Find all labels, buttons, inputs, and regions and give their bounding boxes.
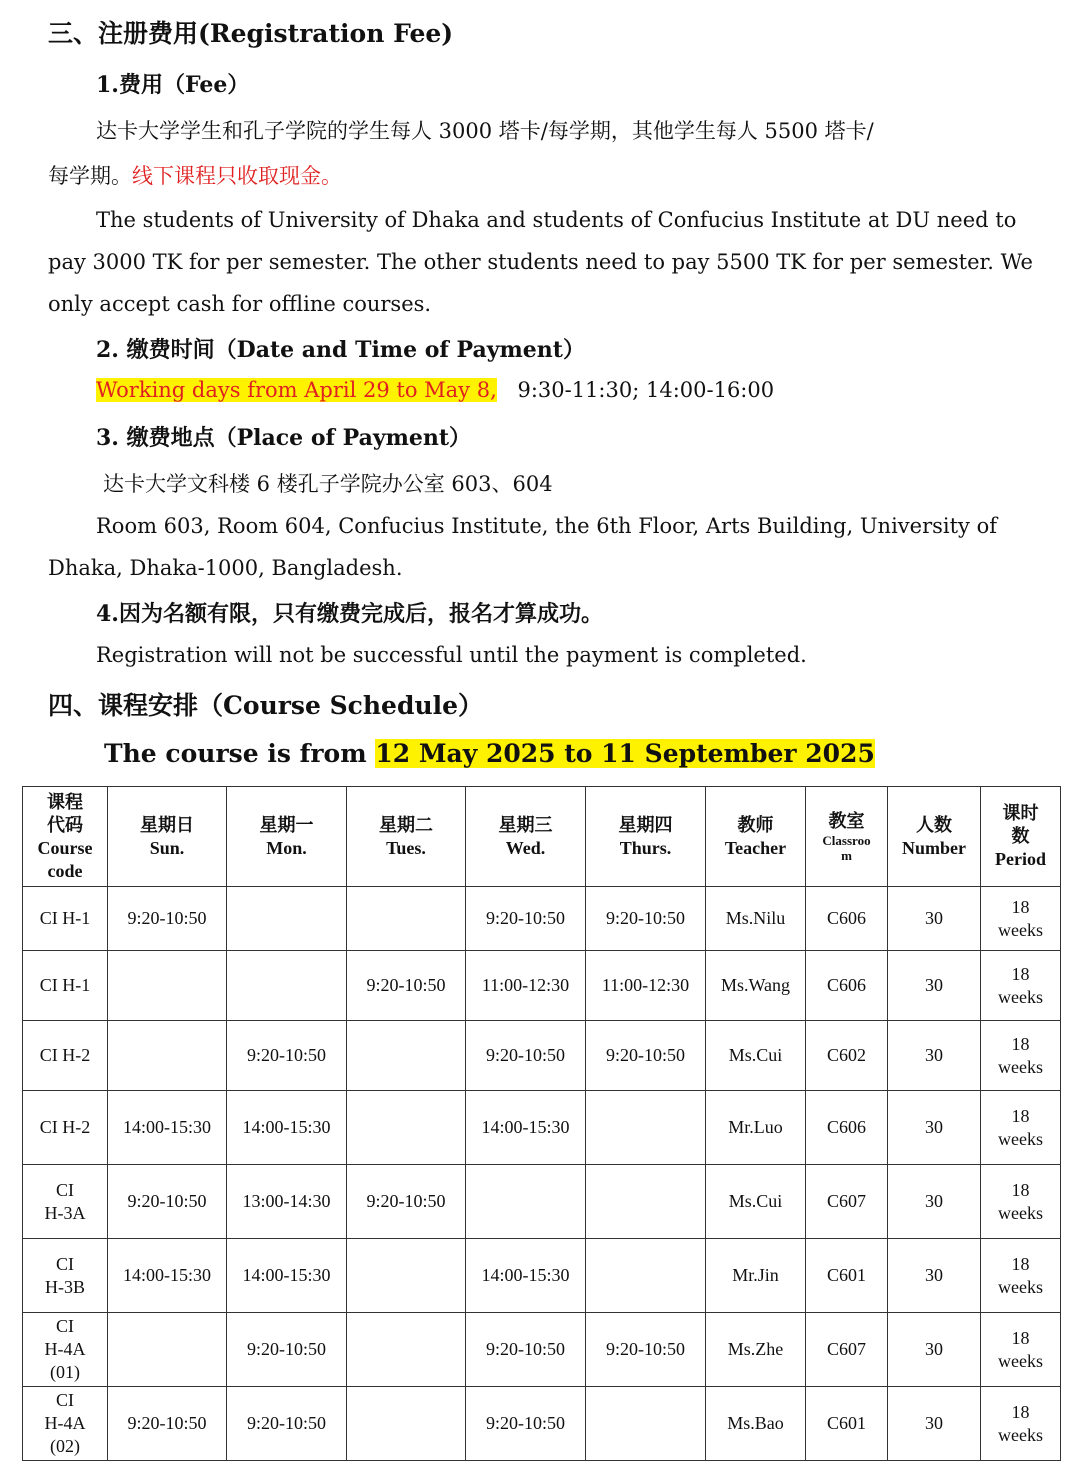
cell-classroom: C607 <box>806 1165 888 1239</box>
cell-classroom: C601 <box>806 1239 888 1313</box>
cell-classroom: C606 <box>806 887 888 951</box>
header-text: 星期二 <box>379 814 433 835</box>
payment-hours: 9:30-11:30; 14:00-16:00 <box>517 378 775 402</box>
header-text: 星期四 <box>618 814 673 835</box>
fee-cn-line2-text: 每学期。 <box>48 164 132 188</box>
cell-classroom: C601 <box>806 1387 888 1461</box>
cell-sun <box>108 951 227 1021</box>
cell-teacher: Ms.Wang <box>706 951 806 1021</box>
course-code-text: H-4A <box>44 1413 86 1433</box>
cell-course-code <box>23 1091 108 1165</box>
cell-tue <box>347 1239 466 1313</box>
header-text: Classroo <box>822 833 871 848</box>
cell-wed: 14:00-15:30 <box>466 1091 586 1165</box>
cell-mon: 9:20-10:50 <box>227 1021 347 1091</box>
course-code-text: H-4A <box>44 1339 86 1359</box>
header-text: 星期日 <box>140 814 194 835</box>
cell-teacher: Mr.Luo <box>706 1091 806 1165</box>
cell-wed: 14:00-15:30 <box>466 1239 586 1313</box>
header-text: Number <box>902 837 966 858</box>
fee-en-line1: The students of University of Dhaka and students of Confucius Institute at DU need to <box>96 208 1017 232</box>
course-code-text: CI H-1 <box>39 975 91 995</box>
course-period <box>104 739 875 768</box>
cell-period <box>981 1387 1061 1461</box>
notice-en: Registration will not be successful until the payment is completed. <box>96 643 807 667</box>
cell-teacher: Ms.Zhe <box>706 1313 806 1387</box>
cell-teacher: Ms.Cui <box>706 1165 806 1239</box>
period-text: weeks <box>998 919 1043 940</box>
table-header-row <box>23 787 1061 887</box>
header-mon <box>227 787 347 887</box>
table-row <box>23 1021 1061 1091</box>
cell-course-code <box>23 951 108 1021</box>
period-text: 18 <box>1011 896 1030 917</box>
course-code-text: H-3B <box>45 1276 85 1297</box>
cell-tue <box>347 1313 466 1387</box>
cell-sun: 14:00-15:30 <box>108 1091 227 1165</box>
cell-number: 30 <box>888 1021 981 1091</box>
cell-course-code <box>23 1239 108 1313</box>
header-text: 星期三 <box>498 814 553 835</box>
cell-thu: 9:20-10:50 <box>586 1021 706 1091</box>
cell-mon <box>227 951 347 1021</box>
cell-sun: 14:00-15:30 <box>108 1239 227 1313</box>
course-schedule-table <box>22 786 1061 1461</box>
section4-title: 四、课程安排（Course Schedule） <box>48 691 484 720</box>
header-text: Period <box>995 849 1046 869</box>
period-text: 18 <box>1011 1105 1030 1126</box>
cell-number: 30 <box>888 1313 981 1387</box>
header-text: Wed. <box>505 837 546 858</box>
cell-teacher: Ms.Bao <box>706 1387 806 1461</box>
payment-place-en-line2: Dhaka, Dhaka-1000, Bangladesh. <box>48 556 403 580</box>
cell-tue: 9:20-10:50 <box>347 1165 466 1239</box>
period-text: weeks <box>998 1350 1043 1371</box>
table-row <box>23 1165 1061 1239</box>
header-text: Mon. <box>266 837 307 858</box>
cell-number: 30 <box>888 1165 981 1239</box>
cell-period <box>981 1165 1061 1239</box>
cell-classroom: C606 <box>806 951 888 1021</box>
header-text: Sun. <box>149 837 185 858</box>
cell-number: 30 <box>888 1239 981 1313</box>
cell-mon: 9:20-10:50 <box>227 1313 347 1387</box>
header-text: Tues. <box>386 837 426 858</box>
header-teacher <box>706 787 806 887</box>
payment-time-heading: 2. 缴费时间（Date and Time of Payment） <box>96 337 585 363</box>
cell-thu: 11:00-12:30 <box>586 951 706 1021</box>
header-text: 数 <box>1011 826 1030 846</box>
header-classroom <box>806 787 888 887</box>
notice-heading: 4.因为名额有限，只有缴费完成后，报名才算成功。 <box>96 601 603 627</box>
header-sun <box>108 787 227 887</box>
payment-place-cn: 达卡大学文科楼 6 楼孔子学院办公室 603、604 <box>103 472 553 496</box>
cell-teacher: Ms.Cui <box>706 1021 806 1091</box>
header-text: 教师 <box>737 814 774 835</box>
payment-place-heading: 3. 缴费地点（Place of Payment） <box>96 425 472 451</box>
cell-teacher: Ms.Nilu <box>706 887 806 951</box>
header-text: 星期一 <box>259 814 314 835</box>
cell-tue <box>347 1387 466 1461</box>
cell-tue <box>347 1021 466 1091</box>
cell-mon: 14:00-15:30 <box>227 1091 347 1165</box>
course-range-highlight: 12 May 2025 to 11 September 2025 <box>375 739 875 768</box>
fee-en-line3: only accept cash for offline courses. <box>48 292 432 316</box>
header-text: Course <box>37 837 93 858</box>
course-code-text: CI H-1 <box>39 908 91 928</box>
header-course-code <box>23 787 108 887</box>
cell-number: 30 <box>888 1387 981 1461</box>
cell-thu <box>586 1387 706 1461</box>
cell-period <box>981 951 1061 1021</box>
section3-title: 三、注册费用(Registration Fee) <box>48 19 454 48</box>
header-text: Teacher <box>724 837 787 858</box>
payment-dates-highlight: Working days from April 29 to May 8, <box>96 378 497 402</box>
course-code-text: (02) <box>50 1436 80 1456</box>
fee-heading: 1.费用（Fee） <box>96 72 250 98</box>
cell-period <box>981 1021 1061 1091</box>
period-text: weeks <box>998 1424 1043 1445</box>
cell-thu <box>586 1091 706 1165</box>
cell-classroom: C606 <box>806 1091 888 1165</box>
header-text: m <box>841 848 852 863</box>
cell-thu: 9:20-10:50 <box>586 887 706 951</box>
cell-period <box>981 1313 1061 1387</box>
period-text: 18 <box>1011 1179 1030 1200</box>
header-text: 课时 <box>1002 803 1039 823</box>
header-wed <box>466 787 586 887</box>
period-text: weeks <box>998 1056 1043 1077</box>
course-code-text: (01) <box>50 1362 80 1382</box>
period-text: 18 <box>1011 1253 1030 1274</box>
cell-classroom: C602 <box>806 1021 888 1091</box>
header-text: code <box>47 860 83 881</box>
cell-wed: 11:00-12:30 <box>466 951 586 1021</box>
period-text: weeks <box>998 1128 1043 1149</box>
cell-course-code <box>23 1313 108 1387</box>
header-text: 代码 <box>47 814 83 835</box>
period-text: weeks <box>998 986 1043 1007</box>
header-tue <box>347 787 466 887</box>
cell-wed: 9:20-10:50 <box>466 1313 586 1387</box>
cell-tue <box>347 1091 466 1165</box>
cell-number: 30 <box>888 887 981 951</box>
course-code-text: CI <box>56 1179 74 1200</box>
cell-mon: 13:00-14:30 <box>227 1165 347 1239</box>
period-text: 18 <box>1011 1033 1030 1054</box>
course-code-text: CI H-2 <box>39 1117 91 1137</box>
course-code-text: CI <box>56 1253 74 1274</box>
period-text: 18 <box>1011 1327 1030 1348</box>
cell-thu <box>586 1239 706 1313</box>
course-code-text: H-3A <box>44 1202 86 1223</box>
header-period <box>981 787 1061 887</box>
cell-wed: 9:20-10:50 <box>466 1387 586 1461</box>
header-text: 人数 <box>916 814 952 835</box>
cell-tue: 9:20-10:50 <box>347 951 466 1021</box>
fee-cn-line2 <box>48 160 342 190</box>
cell-teacher: Mr.Jin <box>706 1239 806 1313</box>
table-row <box>23 1091 1061 1165</box>
period-text: 18 <box>1011 1401 1030 1422</box>
payment-place-en-line1: Room 603, Room 604, Confucius Institute, the 6th Floor, Arts Building, University of <box>96 514 998 538</box>
header-text: 课程 <box>47 791 83 812</box>
period-text: weeks <box>998 1276 1043 1297</box>
fee-en-line2: pay 3000 TK for per semester. The other students need to pay 5500 TK for per semester. We <box>48 250 1033 274</box>
cell-sun <box>108 1313 227 1387</box>
header-text: 教室 <box>828 811 865 831</box>
fee-cn-line1: 达卡大学学生和孔子学院的学生每人 3000 塔卡/每学期，其他学生每人 5500 塔卡/ <box>96 119 874 143</box>
course-code-text: CI H-2 <box>39 1045 91 1065</box>
cell-course-code <box>23 1021 108 1091</box>
table-row <box>23 1239 1061 1313</box>
cell-period <box>981 1091 1061 1165</box>
cell-sun: 9:20-10:50 <box>108 1165 227 1239</box>
cell-wed: 9:20-10:50 <box>466 887 586 951</box>
cell-sun: 9:20-10:50 <box>108 887 227 951</box>
cell-mon: 9:20-10:50 <box>227 1387 347 1461</box>
header-text: Thurs. <box>619 837 672 858</box>
cell-number: 30 <box>888 951 981 1021</box>
cell-wed <box>466 1165 586 1239</box>
period-text: 18 <box>1011 963 1030 984</box>
cell-wed: 9:20-10:50 <box>466 1021 586 1091</box>
cell-number: 30 <box>888 1091 981 1165</box>
cell-sun <box>108 1021 227 1091</box>
cell-sun: 9:20-10:50 <box>108 1387 227 1461</box>
header-number <box>888 787 981 887</box>
table-row <box>23 1387 1061 1461</box>
table-row <box>23 887 1061 951</box>
cash-only-notice: 线下课程只收取现金。 <box>132 164 342 188</box>
cell-thu: 9:20-10:50 <box>586 1313 706 1387</box>
cell-course-code <box>23 887 108 951</box>
table-row <box>23 1313 1061 1387</box>
course-from-label: The course is from <box>104 739 376 768</box>
period-text: weeks <box>998 1202 1043 1223</box>
cell-course-code <box>23 1387 108 1461</box>
cell-classroom: C607 <box>806 1313 888 1387</box>
cell-period <box>981 887 1061 951</box>
cell-mon <box>227 887 347 951</box>
cell-thu <box>586 1165 706 1239</box>
cell-course-code <box>23 1165 108 1239</box>
table-row <box>23 951 1061 1021</box>
cell-period <box>981 1239 1061 1313</box>
cell-tue <box>347 887 466 951</box>
course-code-text: CI <box>56 1390 74 1410</box>
cell-mon: 14:00-15:30 <box>227 1239 347 1313</box>
payment-time <box>96 378 774 402</box>
course-code-text: CI <box>56 1316 74 1336</box>
header-thu <box>586 787 706 887</box>
